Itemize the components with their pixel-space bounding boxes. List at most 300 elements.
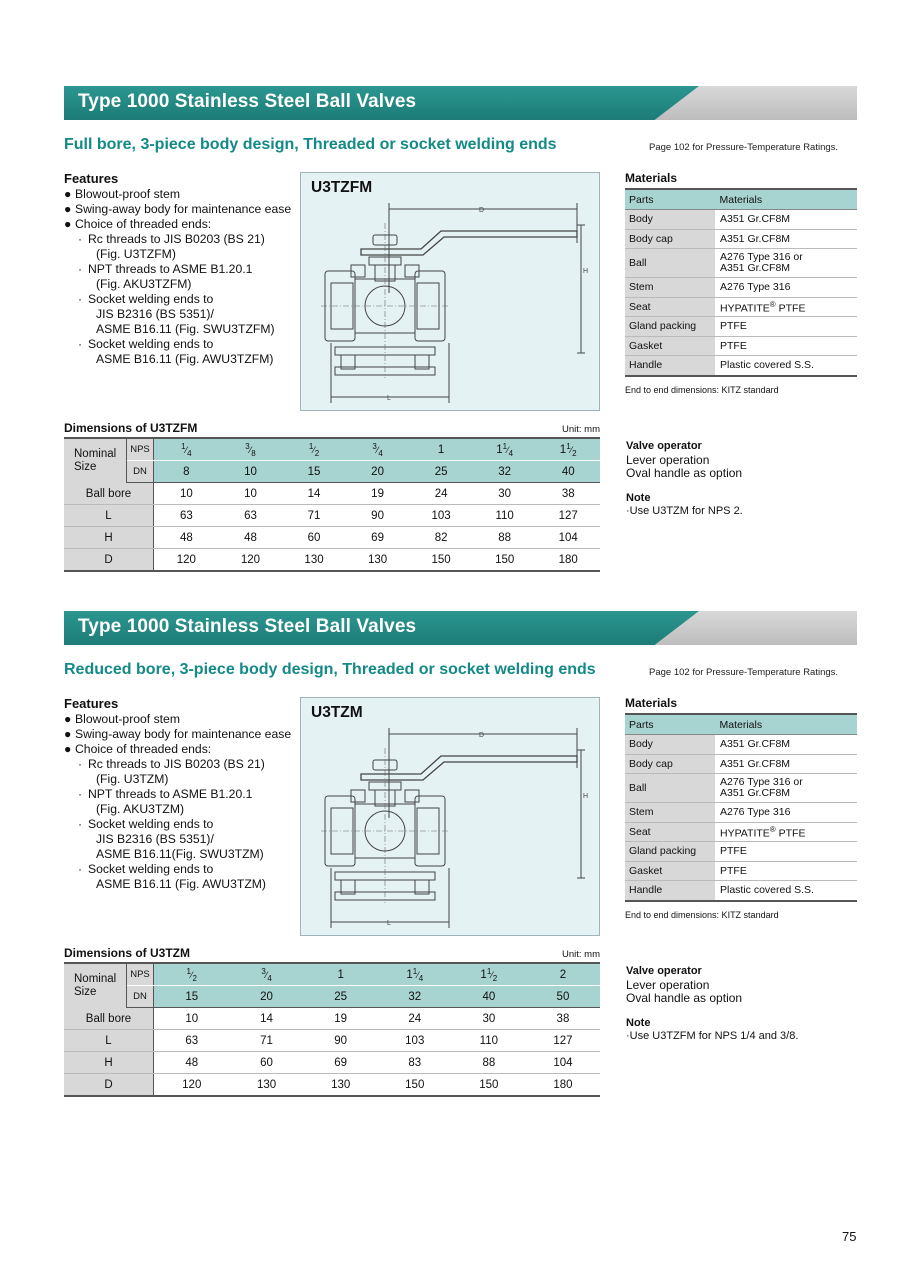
nps-whole: 2 — [559, 968, 567, 981]
sub-feature-line: (Fig. U3TZM) — [96, 772, 169, 786]
feature-text: Swing-away body for maintenance ease — [75, 727, 292, 741]
dimension-value: 71 — [230, 1030, 304, 1052]
figure-label: U3TZFM — [311, 179, 373, 196]
fraction-numerator: 1 — [566, 441, 571, 451]
bullet-icon: ● — [64, 217, 72, 231]
dimension-value: 130 — [282, 549, 346, 572]
materials-row — [625, 317, 857, 337]
banner-title: Type 1000 Stainless Steel Ball Valves — [78, 616, 417, 637]
svg-text:D: D — [479, 207, 485, 214]
fraction-denominator: 4 — [267, 973, 272, 983]
sub-feature-item — [64, 862, 300, 892]
nps-row — [64, 963, 600, 986]
sub-feature-item — [64, 262, 300, 292]
dimension-value: 88 — [473, 527, 537, 549]
nps-fraction: $^1⁄_4$ — [502, 441, 514, 458]
dimension-value: 69 — [346, 527, 410, 549]
section-subtitle: Full bore, 3-piece body design, Threaded or socket welding ends — [64, 136, 557, 153]
nps-value — [536, 438, 600, 461]
nps-value — [304, 963, 378, 986]
materials-row — [625, 822, 857, 842]
dn-value: 40 — [536, 461, 600, 483]
nps-fraction: $^1⁄_2$ — [186, 966, 197, 983]
nominal-size-label — [64, 963, 127, 1008]
dimensions-table — [64, 437, 600, 572]
dimension-value: 104 — [526, 1052, 600, 1074]
material-text: A351 Gr.CF8M — [720, 757, 791, 770]
fraction-numerator: 3 — [261, 966, 266, 976]
features-title: Features — [64, 171, 119, 186]
nps-fraction: $^3⁄_4$ — [372, 441, 383, 458]
features-list — [64, 696, 300, 892]
feature-text: Choice of threaded ends: — [75, 217, 212, 231]
nps-row — [64, 438, 600, 461]
sub-feature-item — [64, 232, 300, 262]
part-name: Body — [625, 210, 716, 230]
svg-text:H: H — [583, 268, 589, 275]
fraction-denominator: 2 — [314, 448, 320, 458]
figure-label: U3TZM — [311, 704, 363, 721]
dot-icon: · — [78, 757, 83, 771]
dimension-value: 30 — [473, 483, 537, 505]
material-text: A351 Gr.CF8M — [720, 738, 791, 751]
feature-text: Blowout-proof stem — [75, 712, 180, 726]
material-suffix: PTFE — [775, 302, 806, 314]
materials-header: Materials — [716, 189, 858, 210]
sub-feature-line: ASME B16.11(Fig. SWU3TZM) — [96, 847, 264, 861]
part-name: Seat — [625, 822, 716, 842]
page-number: 75 — [842, 1229, 857, 1244]
size-text: Size — [74, 460, 97, 473]
material-text: PTFE — [720, 864, 747, 877]
dot-icon: · — [78, 232, 83, 246]
nps-fraction: $^1⁄_4$ — [181, 441, 192, 458]
dimension-value: 14 — [230, 1008, 304, 1030]
valve-figure — [300, 697, 600, 936]
materials-row — [625, 356, 857, 376]
feature-item — [64, 202, 300, 217]
materials-row — [625, 278, 857, 298]
dimension-value: 38 — [526, 1008, 600, 1030]
dimension-label: L — [64, 1030, 154, 1052]
bullet-icon: ● — [64, 742, 72, 756]
nps-fraction: $^3⁄_8$ — [245, 441, 256, 458]
dimension-value: 150 — [378, 1074, 452, 1097]
dot-icon: · — [78, 262, 83, 276]
material-text: HYPATITE — [720, 302, 770, 314]
dimension-value: 150 — [409, 549, 473, 572]
material-text: A276 Type 316 — [720, 806, 791, 819]
material-text: PTFE — [720, 339, 747, 352]
material-value — [716, 881, 858, 901]
materials-row — [625, 754, 857, 774]
fraction-denominator: 4 — [187, 448, 192, 458]
operator-notes — [626, 439, 856, 519]
dot-icon: · — [78, 337, 83, 351]
material-value — [716, 336, 858, 356]
material-value — [716, 229, 858, 249]
material-text: A276 Type 316 — [720, 281, 791, 294]
fraction-numerator: 1 — [181, 441, 186, 451]
svg-text:L: L — [387, 395, 391, 402]
material-value — [716, 317, 858, 337]
sub-feature-line: ASME B16.11 (Fig. AWU3TZFM) — [96, 352, 274, 366]
nps-label: NPS — [127, 438, 154, 461]
fraction-denominator: 8 — [251, 448, 256, 458]
part-name: Body cap — [625, 229, 716, 249]
fraction-numerator: 3 — [372, 441, 377, 451]
dimension-value: 19 — [346, 483, 410, 505]
dimension-value: 103 — [378, 1030, 452, 1052]
dimension-value: 60 — [282, 527, 346, 549]
dimension-value: 69 — [304, 1052, 378, 1074]
nps-fraction: $^1⁄_2$ — [566, 441, 577, 458]
sub-feature-line: Socket welding ends to — [88, 817, 214, 831]
sub-feature-line: Rc threads to JIS B0203 (BS 21) — [88, 232, 265, 246]
dimension-value: 24 — [378, 1008, 452, 1030]
nominal-text: Nominal — [74, 972, 117, 985]
dimension-value: 130 — [346, 549, 410, 572]
part-name: Stem — [625, 278, 716, 298]
dn-value: 40 — [452, 986, 526, 1008]
material-value — [716, 297, 858, 317]
note-text: ·Use U3TZFM for NPS 1/4 and 3/8. — [626, 1030, 799, 1042]
dimension-row — [64, 1008, 600, 1030]
material-value — [716, 249, 858, 278]
materials-row — [625, 881, 857, 901]
valve-operator-title: Valve operator — [626, 440, 702, 452]
sub-feature-line: NPT threads to ASME B1.20.1 — [88, 787, 253, 801]
dimension-row — [64, 505, 600, 527]
valve-operator-line: Oval handle as option — [626, 991, 743, 1005]
material-value — [716, 803, 858, 823]
material-text: A351 Gr.CF8M — [720, 232, 791, 245]
sub-feature-line: (Fig. U3TZFM) — [96, 247, 176, 261]
nps-fraction: $^1⁄_2$ — [486, 966, 498, 983]
features-list — [64, 171, 300, 367]
sub-feature-item — [64, 292, 300, 337]
dimensions-block — [64, 421, 600, 571]
sub-feature-line: JIS B2316 (BS 5351)/ — [96, 832, 214, 846]
nps-value — [154, 963, 230, 986]
banner-title: Type 1000 Stainless Steel Ball Valves — [78, 91, 417, 112]
material-text: A351 Gr.CF8M — [720, 262, 791, 274]
dimension-value: 30 — [452, 1008, 526, 1030]
dimension-label: H — [64, 1052, 154, 1074]
part-name: Gasket — [625, 861, 716, 881]
material-text: A351 Gr.CF8M — [720, 213, 791, 226]
feature-item — [64, 727, 300, 742]
dimension-value: 82 — [409, 527, 473, 549]
dn-value: 10 — [219, 461, 283, 483]
sub-feature-item — [64, 787, 300, 817]
valve-operator-title: Valve operator — [626, 965, 702, 977]
nps-value — [346, 438, 410, 461]
note-text: ·Use U3TZM for NPS 2. — [626, 505, 743, 517]
material-text: PTFE — [720, 320, 747, 333]
unit-label: Unit: mm — [562, 949, 600, 960]
dimension-value: 104 — [536, 527, 600, 549]
dimension-value: 63 — [154, 505, 219, 527]
svg-text:L: L — [387, 920, 391, 927]
nps-value — [409, 438, 473, 461]
nominal-text: Nominal — [74, 447, 117, 460]
sub-feature-line: (Fig. AKU3TZM) — [96, 802, 185, 816]
dot-icon: · — [78, 292, 83, 306]
material-text: PTFE — [720, 845, 747, 858]
material-suffix: PTFE — [775, 827, 806, 839]
materials-table — [625, 713, 857, 902]
dimension-value: 120 — [154, 1074, 230, 1097]
nps-value — [526, 963, 600, 986]
material-value — [716, 754, 858, 774]
nps-whole: 1 — [437, 443, 445, 456]
nps-fraction: $^1⁄_4$ — [412, 966, 424, 983]
section-banner — [64, 86, 857, 120]
valve-figure — [300, 172, 600, 411]
dot-icon: · — [78, 787, 83, 801]
dimension-value: 48 — [219, 527, 283, 549]
materials-title: Materials — [625, 171, 678, 185]
nps-value — [219, 438, 283, 461]
nps-whole: 1 — [480, 968, 487, 981]
part-name: Body — [625, 735, 716, 755]
dimension-value: 71 — [282, 505, 346, 527]
nps-whole: 1 — [337, 968, 344, 981]
dimension-row — [64, 1030, 600, 1052]
nps-value — [473, 438, 537, 461]
fraction-denominator: 2 — [572, 448, 577, 458]
materials-row — [625, 861, 857, 881]
dn-value: 32 — [473, 461, 537, 483]
materials-header-row — [625, 714, 857, 735]
material-value — [716, 356, 858, 376]
feature-item — [64, 712, 300, 727]
materials-row — [625, 803, 857, 823]
dimension-label: Ball bore — [64, 483, 154, 505]
dimension-value: 10 — [154, 1008, 230, 1030]
nps-value — [452, 963, 526, 986]
dot-icon: · — [78, 817, 83, 831]
dimension-value: 14 — [282, 483, 346, 505]
operator-notes — [626, 964, 856, 1044]
sub-feature-line: ASME B16.11 (Fig. AWU3TZM) — [96, 877, 266, 891]
part-name: Body cap — [625, 754, 716, 774]
feature-item — [64, 187, 300, 202]
bullet-icon: ● — [64, 202, 72, 216]
dimension-value: 180 — [536, 549, 600, 572]
sub-feature-item — [64, 757, 300, 787]
dimension-value: 120 — [154, 549, 219, 572]
sub-feature-item — [64, 817, 300, 862]
fraction-numerator: 1 — [486, 966, 492, 976]
material-text: HYPATITE — [720, 827, 770, 839]
fraction-numerator: 1 — [308, 441, 314, 451]
dn-value: 15 — [154, 986, 230, 1008]
fraction-numerator: 1 — [186, 966, 191, 976]
materials-note: End to end dimensions: KITZ standard — [625, 384, 779, 395]
dimension-value: 90 — [346, 505, 410, 527]
parts-header: Parts — [625, 189, 716, 210]
material-value — [716, 822, 858, 842]
dimension-row — [64, 483, 600, 505]
dn-value: 15 — [282, 461, 346, 483]
dimension-value: 10 — [219, 483, 283, 505]
bullet-icon: ● — [64, 187, 72, 201]
dn-value: 32 — [378, 986, 452, 1008]
material-value — [716, 774, 858, 803]
section-subtitle: Reduced bore, 3-piece body design, Threaded or socket welding ends — [64, 661, 596, 678]
dimension-label: Ball bore — [64, 1008, 154, 1030]
dn-row — [64, 986, 600, 1008]
size-text: Size — [74, 985, 97, 998]
materials-note: End to end dimensions: KITZ standard — [625, 909, 779, 920]
valve-operator-line: Oval handle as option — [626, 466, 743, 480]
part-name: Ball — [625, 249, 716, 278]
pressure-temperature-note: Page 102 for Pressure-Temperature Ratings. — [649, 667, 839, 678]
dimension-value: 63 — [154, 1030, 230, 1052]
nominal-size-label — [64, 438, 127, 483]
material-text: Plastic covered S.S. — [720, 884, 814, 897]
nps-whole: 1 — [496, 443, 503, 456]
fraction-denominator: 4 — [378, 448, 383, 458]
dn-label: DN — [127, 461, 154, 483]
valve-drawing — [301, 173, 599, 410]
dimension-row — [64, 1052, 600, 1074]
part-name: Ball — [625, 774, 716, 803]
dimension-row — [64, 527, 600, 549]
svg-text:H: H — [583, 793, 589, 800]
dimension-value: 10 — [154, 483, 219, 505]
unit-label: Unit: mm — [562, 424, 600, 435]
fraction-denominator: 2 — [492, 973, 498, 983]
dimension-value: 88 — [452, 1052, 526, 1074]
dimension-value: 83 — [378, 1052, 452, 1074]
feature-text: Choice of threaded ends: — [75, 742, 212, 756]
dimension-value: 48 — [154, 1052, 230, 1074]
material-text: Plastic covered S.S. — [720, 359, 814, 372]
nps-fraction: $^1⁄_2$ — [308, 441, 320, 458]
dimension-value: 19 — [304, 1008, 378, 1030]
dimension-value: 180 — [526, 1074, 600, 1097]
valve-drawing — [301, 698, 599, 935]
dn-value: 25 — [409, 461, 473, 483]
part-name: Handle — [625, 356, 716, 376]
dimension-value: 110 — [452, 1030, 526, 1052]
registered-mark: ® — [769, 299, 776, 309]
sub-feature-line: Socket welding ends to — [88, 337, 214, 351]
note-title: Note — [626, 491, 651, 504]
material-value — [716, 842, 858, 862]
dimension-value: 130 — [230, 1074, 304, 1097]
feature-text: Swing-away body for maintenance ease — [75, 202, 292, 216]
fraction-numerator: 1 — [412, 966, 418, 976]
dimension-value: 120 — [219, 549, 283, 572]
dimension-value: 127 — [526, 1030, 600, 1052]
dn-value: 8 — [154, 461, 219, 483]
nps-fraction: $^3⁄_4$ — [261, 966, 272, 983]
sub-feature-line: Socket welding ends to — [88, 862, 214, 876]
materials-row — [625, 735, 857, 755]
nps-value — [154, 438, 219, 461]
dimension-value: 60 — [230, 1052, 304, 1074]
registered-mark: ® — [769, 824, 776, 834]
nps-value — [282, 438, 346, 461]
sub-feature-item — [64, 337, 300, 367]
dimension-value: 48 — [154, 527, 219, 549]
nps-whole: 1 — [406, 968, 413, 981]
material-text: A351 Gr.CF8M — [720, 787, 791, 799]
material-text: A276 Type 316 or — [720, 251, 803, 263]
dimension-label: D — [64, 1074, 154, 1097]
bullet-icon: ● — [64, 712, 72, 726]
parts-header: Parts — [625, 714, 716, 735]
fraction-denominator: 2 — [192, 973, 197, 983]
dimension-value: 150 — [473, 549, 537, 572]
materials-header: Materials — [716, 714, 858, 735]
sub-feature-line: ASME B16.11 (Fig. SWU3TZFM) — [96, 322, 275, 336]
materials-table — [625, 188, 857, 377]
part-name: Gasket — [625, 336, 716, 356]
dot-icon: · — [78, 862, 83, 876]
nps-value — [230, 963, 304, 986]
feature-text: Blowout-proof stem — [75, 187, 180, 201]
materials-header-row — [625, 189, 857, 210]
features-title: Features — [64, 696, 119, 711]
dimensions-title: Dimensions of U3TZFM — [64, 421, 198, 435]
sub-feature-line: Rc threads to JIS B0203 (BS 21) — [88, 757, 265, 771]
nps-whole: 1 — [559, 443, 567, 456]
dimension-value: 38 — [536, 483, 600, 505]
valve-operator-line: Lever operation — [626, 977, 710, 992]
nps-value — [378, 963, 452, 986]
materials-row — [625, 297, 857, 317]
dimension-label: L — [64, 505, 154, 527]
nps-label: NPS — [127, 963, 154, 986]
valve-operator-line: Lever operation — [626, 452, 710, 467]
dimension-value: 130 — [304, 1074, 378, 1097]
dn-value: 20 — [230, 986, 304, 1008]
dimension-label: D — [64, 549, 154, 572]
material-value — [716, 210, 858, 230]
materials-row — [625, 774, 857, 803]
sub-feature-line: JIS B2316 (BS 5351)/ — [96, 307, 214, 321]
dimension-value: 110 — [473, 505, 537, 527]
dimension-value: 103 — [409, 505, 473, 527]
part-name: Stem — [625, 803, 716, 823]
dn-label: DN — [127, 986, 154, 1008]
fraction-numerator: 1 — [502, 441, 508, 451]
material-text: A276 Type 316 or — [720, 776, 803, 788]
fraction-denominator: 4 — [418, 973, 424, 983]
fraction-denominator: 4 — [508, 448, 514, 458]
feature-item — [64, 217, 300, 232]
dimension-value: 63 — [219, 505, 283, 527]
dn-value: 20 — [346, 461, 410, 483]
materials-row — [625, 842, 857, 862]
pressure-temperature-note: Page 102 for Pressure-Temperature Ratings. — [649, 142, 839, 153]
dimension-value: 127 — [536, 505, 600, 527]
materials-row — [625, 229, 857, 249]
dimension-value: 24 — [409, 483, 473, 505]
part-name: Gland packing — [625, 842, 716, 862]
material-value — [716, 861, 858, 881]
materials-row — [625, 249, 857, 278]
dn-value: 50 — [526, 986, 600, 1008]
sub-feature-line: Socket welding ends to — [88, 292, 214, 306]
sub-feature-line: NPT threads to ASME B1.20.1 — [88, 262, 253, 276]
sub-feature-line: (Fig. AKU3TZFM) — [96, 277, 192, 291]
